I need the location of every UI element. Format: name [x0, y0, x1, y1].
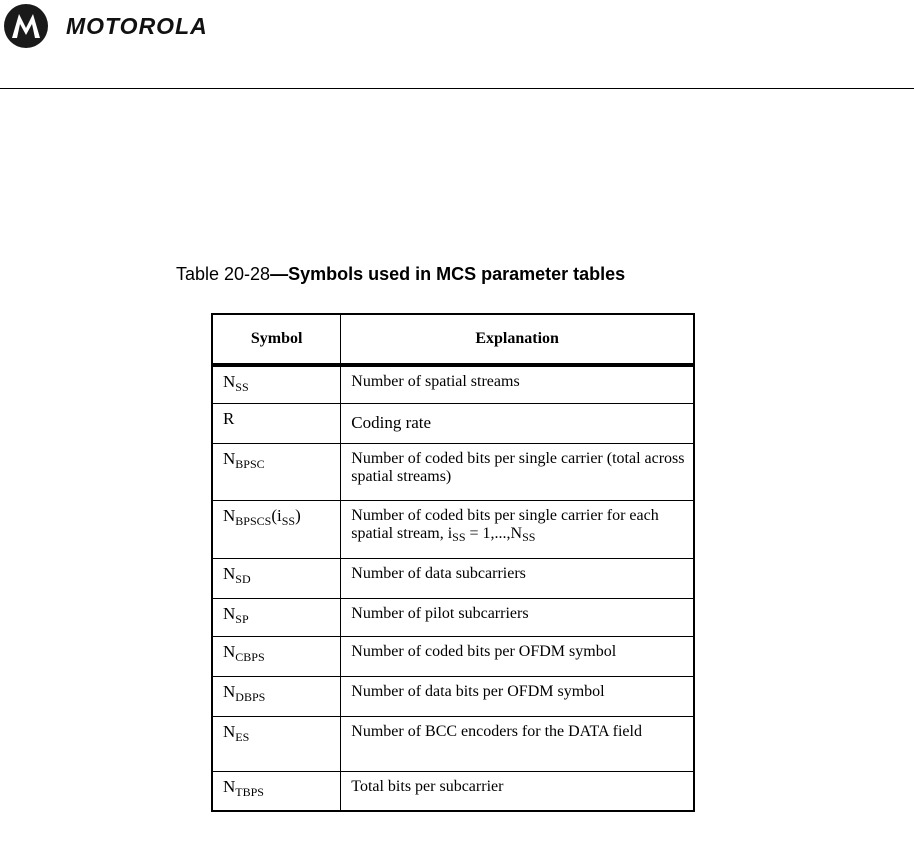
table-header-row — [212, 314, 694, 365]
table-row — [212, 365, 694, 403]
symbol-cell: $N_{BPSC}$ — [212, 443, 341, 500]
table-row — [212, 443, 694, 500]
explanation-cell: Number of spatial streams — [341, 365, 694, 403]
symbol-cell: $N_{SP}$ — [212, 598, 341, 636]
symbol-cell: $N_{CBPS}$ — [212, 636, 341, 676]
explanation-cell: Number of data bits per OFDM symbol — [341, 676, 694, 716]
symbol-cell: $N_{BPSCS}(i_{SS})$ — [212, 500, 341, 558]
explanation-cell: Number of coded bits per single carrier (total across spatial streams) — [341, 443, 694, 500]
explanation-cell: Number of BCC encoders for the DATA field — [341, 716, 694, 771]
column-header-explanation: Explanation — [341, 314, 694, 365]
explanation-cell: Total bits per subcarrier — [341, 771, 694, 811]
mcs-symbols-table — [211, 313, 695, 812]
motorola-batwing-icon — [3, 3, 49, 49]
header-divider — [0, 88, 914, 89]
symbol-cell: $N_{DBPS}$ — [212, 676, 341, 716]
symbol-cell: $N_{SS}$ — [212, 365, 341, 403]
symbol-cell: R — [212, 403, 341, 443]
table-caption-text: —Symbols used in MCS parameter tables — [270, 264, 626, 284]
table-row — [212, 403, 694, 443]
brand-wordmark: MOTOROLA — [66, 12, 208, 39]
table-row — [212, 771, 694, 811]
table-row — [212, 716, 694, 771]
explanation-cell: Coding rate — [341, 403, 694, 443]
explanation-cell: Number of data subcarriers — [341, 558, 694, 598]
table-caption — [176, 264, 625, 285]
table-caption-number: Table 20-28 — [176, 264, 271, 284]
column-header-symbol: Symbol — [212, 314, 341, 365]
table-row — [212, 598, 694, 636]
symbol-cell: $N_{SD}$ — [212, 558, 341, 598]
table-row — [212, 558, 694, 598]
table-row — [212, 500, 694, 558]
brand-logo — [3, 2, 208, 50]
table-row — [212, 636, 694, 676]
explanation-cell: Number of coded bits per single carrier for each spatial stream, $i_{SS} = 1,...,N_{SS}$ — [341, 500, 694, 558]
explanation-cell: Number of coded bits per OFDM symbol — [341, 636, 694, 676]
symbol-cell: $N_{ES}$ — [212, 716, 341, 771]
symbol-cell: $N_{TBPS}$ — [212, 771, 341, 811]
table-row — [212, 676, 694, 716]
explanation-cell: Number of pilot subcarriers — [341, 598, 694, 636]
